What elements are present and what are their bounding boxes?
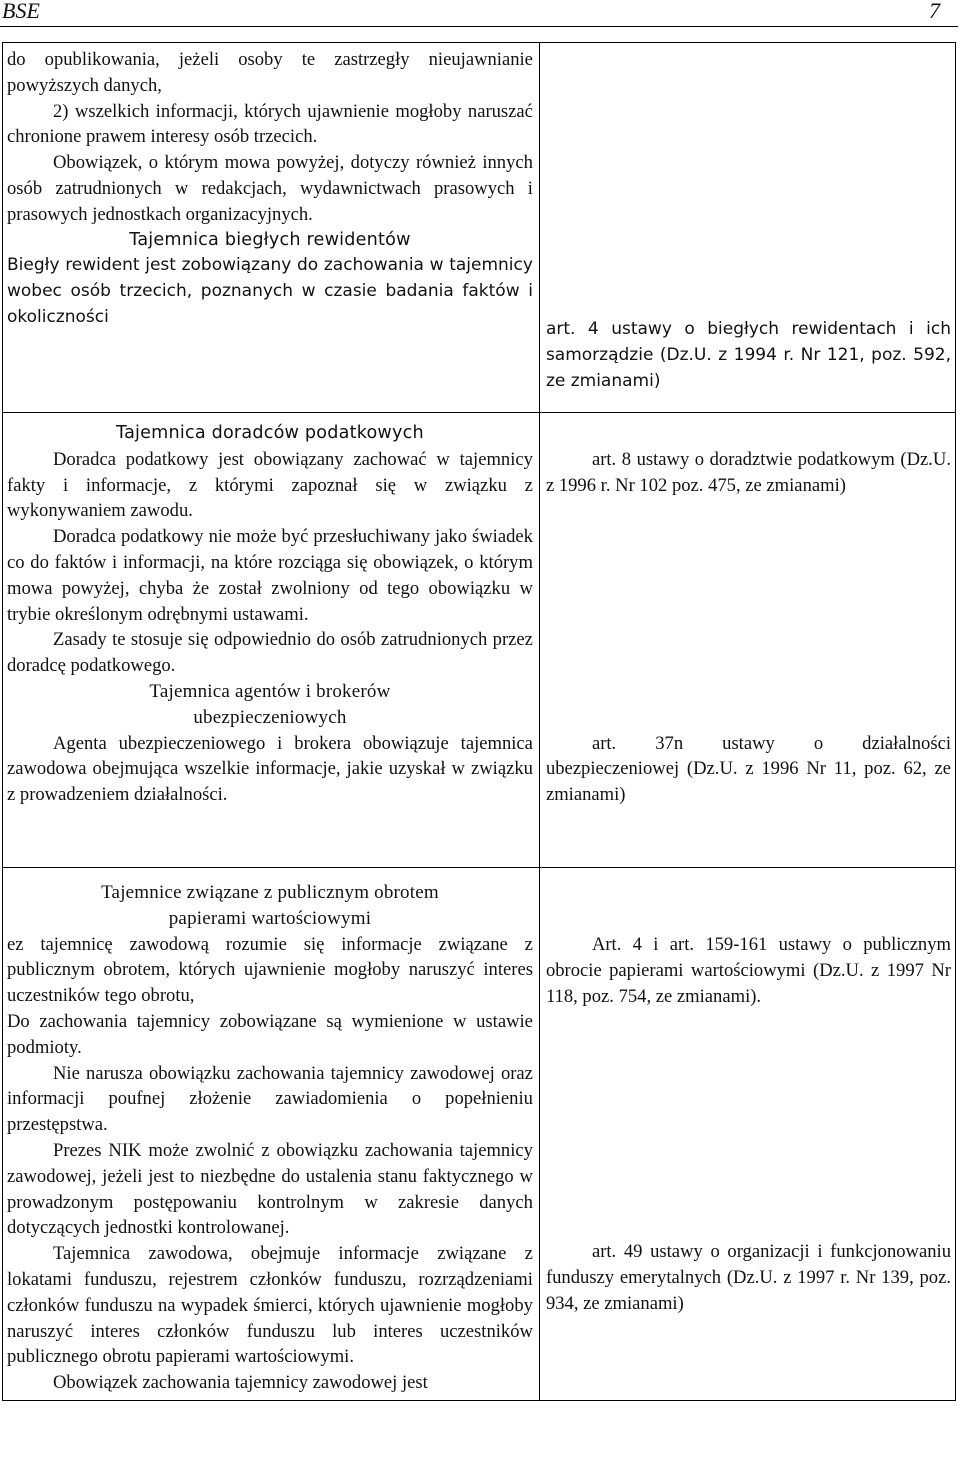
paragraph: Biegły rewident jest zobowiązany do zachowania w tajemnicy wobec osób trzecich, poznanych w czasie badania faktów i okoliczności <box>7 255 533 327</box>
table-row <box>3 43 956 413</box>
reference-cell <box>539 413 955 868</box>
paragraph: Obowiązek zachowania tajemnicy zawodowej jest <box>53 1372 428 1394</box>
heading-line: Tajemnice związane z publicznym obrotem <box>101 882 439 903</box>
paragraph: ez tajemnicę zawodową rozumie się informacje związane z publicznym obrotem, których ujawnienie mogłoby naruszyć interes uczestników tego obrotu, <box>7 933 533 1007</box>
paragraph: Prezes NIK może zwolnić z obowiązku zachowania tajemnicy zawodowej, jeżeli jest to niezbędne do ustalenia stanu faktycznego w prowadzonym postępowaniu kontrolnym w zakresie danych dotyczących jednostki kontrolowanej. <box>7 1139 533 1239</box>
header-title: BSE <box>2 0 40 23</box>
reference-cell <box>539 43 955 413</box>
table-row <box>3 868 956 1401</box>
page-number: 7 <box>929 0 940 23</box>
legal-reference: art. 4 ustawy o biegłych rewidentach i ich samorządzie (Dz.U. z 1994 r. Nr 121, poz. 592, ze zmianami) <box>545 319 951 391</box>
section-heading: Tajemnica biegłych rewidentów <box>129 229 411 250</box>
legal-reference: art. 49 ustawy o organizacji i funkcjonowaniu funduszy emerytalnych (Dz.U. z 1997 r. Nr 139, poz. 934, ze zmianami) <box>545 1241 951 1314</box>
running-header <box>0 0 958 27</box>
heading-line: papierami wartościowymi <box>168 907 372 929</box>
section-heading: Tajemnica doradców podatkowych <box>116 423 424 443</box>
heading-line: Tajemnica agentów i brokerów <box>149 680 391 702</box>
paragraph: Do zachowania tajemnicy zobowiązane są wymienione w ustawie podmioty. <box>7 1010 533 1058</box>
legal-reference: art. 8 ustawy o doradztwie podatkowym (Dz.U. z 1996 r. Nr 102 poz. 475, ze zmianami) <box>545 449 951 496</box>
paragraph: Doradca podatkowy jest obowiązany zachować w tajemnicy fakty i informacje, z którymi zapoznał się w związku z wykonywaniem zawodu. <box>7 448 533 522</box>
paragraph: do opublikowania, jeżeli osoby te zastrzegły nieujawnianie powyższych danych, <box>7 49 533 96</box>
main-cell <box>3 413 540 868</box>
table-row <box>3 413 956 868</box>
paragraph: Tajemnica zawodowa, obejmuje informacje związane z lokatami funduszu, rejestrem członków funduszu, rozrządzeniami członków funduszu na wypadek śmierci, których ujawnienie mogłoby naruszyć interes członków funduszu lub interes uczestników publicznego obrotu papierami wartościowymi. <box>7 1243 533 1368</box>
main-cell <box>3 868 540 1401</box>
legal-table <box>2 42 956 1401</box>
section-heading <box>7 679 533 731</box>
paragraph: Obowiązek, o którym mowa powyżej, dotyczy również innych osób zatrudnionych w redakcjach, wydawnictwach prasowych i prasowych jednostkach organizacyjnych. <box>7 152 533 225</box>
paragraph: Zasady te stosuje się odpowiednio do osób zatrudnionych przez doradcę podatkowego. <box>7 629 533 677</box>
reference-cell <box>539 868 955 1401</box>
legal-reference: art. 37n ustawy o działalności ubezpieczeniowej (Dz.U. z 1996 Nr 11, poz. 62, ze zmianami) <box>545 732 951 806</box>
heading-line: ubezpieczeniowych <box>193 706 347 728</box>
main-cell <box>3 43 540 413</box>
section-heading <box>7 880 533 932</box>
paragraph: Doradca podatkowy nie może być przesłuchiwany jako świadek co do faktów i informacji, na które rozciąga się obowiązek, o którym mowa powyżej, chyba że został zwolniony od tego obowiązku w trybie określonym odrębnymi ustawami. <box>7 526 533 625</box>
legal-reference: Art. 4 i art. 159-161 ustawy o publicznym obrocie papierami wartościowymi (Dz.U. z 1997 Nr 118, poz. 754, ze zmianami). <box>545 934 951 1007</box>
paragraph: 2) wszelkich informacji, których ujawnienie mogłoby naruszać chronione prawem interesy osób trzecich. <box>7 100 533 148</box>
paragraph: Agenta ubezpieczeniowego i brokera obowiązuje tajemnica zawodowa obejmująca wszelkie informacje, jakie uzyskał w związku z prowadzeniem działalności. <box>7 732 533 806</box>
paragraph: Nie narusza obowiązku zachowania tajemnicy zawodowej oraz informacji poufnej złożenie zawiadomienia o popełnieniu przestępstwa. <box>7 1062 533 1136</box>
